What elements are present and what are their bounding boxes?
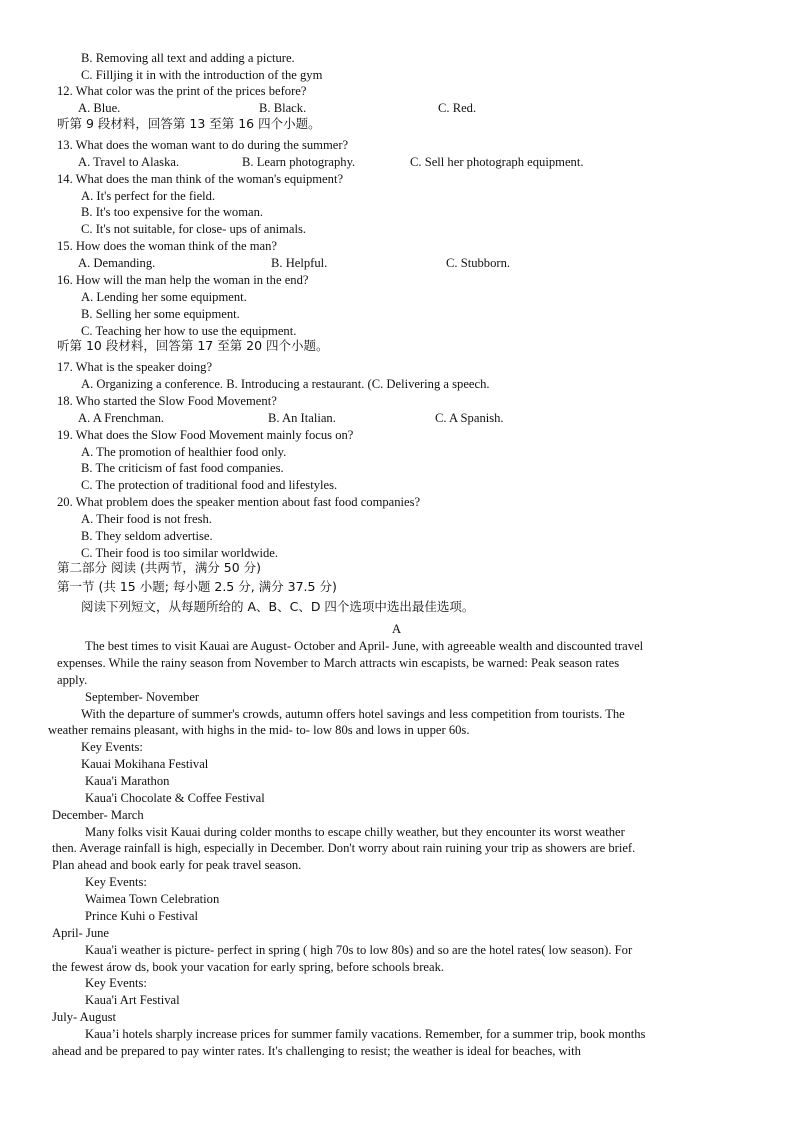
q12-option-c: C. Red. <box>438 101 477 115</box>
event-item: Prince Kuhi o Festival <box>85 909 198 923</box>
question-14: 14. What does the man think of the woman's equipment? <box>57 172 344 186</box>
section-10-instruction: 听第 10 段材料，回答第 17 至第 20 四个小题。 <box>57 338 329 353</box>
passage-line: the fewest árow ds, book your vacation for early spring, before schools break. <box>52 960 445 974</box>
q18-option-b: B. An Italian. <box>268 411 336 425</box>
reading-instruction: 阅读下列短文，从每题所给的 A、B、C、D 四个选项中选出最佳选项。 <box>81 599 475 614</box>
part-two-heading: 第二部分 阅读 (共两节，满分 50 分) <box>57 560 262 575</box>
season-heading-apr-jun: April- June <box>52 926 110 940</box>
passage-a-label: A <box>392 622 402 636</box>
q12-option-b: B. Black. <box>259 101 307 115</box>
passage-line: Kaua’i hotels sharply increase prices for summer family vacations. Remember, for a summer trip, book months <box>85 1027 646 1041</box>
q13-option-c: C. Sell her photograph equipment. <box>410 155 584 169</box>
q11-option-c: C. Filljing it in with the introduction of the gym <box>81 68 323 82</box>
q20-option-b: B. They seldom advertise. <box>81 529 213 543</box>
question-13: 13. What does the woman want to do during the summer? <box>57 138 349 152</box>
q18-option-a: A. A Frenchman. <box>78 411 165 425</box>
q19-option-c: C. The protection of traditional food and lifestyles. <box>81 478 338 492</box>
section-9-instruction: 听第 9 段材料，回答第 13 至第 16 四个小题。 <box>57 116 321 131</box>
passage-line: With the departure of summer's crowds, autumn offers hotel savings and less competition from tourists. The <box>81 707 625 721</box>
question-16: 16. How will the man help the woman in the end? <box>57 273 309 287</box>
passage-line: Many folks visit Kauai during colder months to escape chilly weather, but they encounter its worst weather <box>85 825 625 839</box>
q16-option-a: A. Lending her some equipment. <box>81 290 247 304</box>
q16-option-c: C. Teaching her how to use the equipment. <box>81 324 297 338</box>
q19-option-b: B. The criticism of fast food companies. <box>81 461 284 475</box>
q16-option-b: B. Selling her some equipment. <box>81 307 240 321</box>
q20-option-a: A. Their food is not fresh. <box>81 512 212 526</box>
question-20: 20. What problem does the speaker mention about fast food companies? <box>57 495 421 509</box>
passage-line: apply. <box>57 673 88 687</box>
passage-line: Plan ahead and book early for peak travel season. <box>52 858 302 872</box>
season-heading-dec-mar: December- March <box>52 808 144 822</box>
event-item: Kaua'i Art Festival <box>85 993 180 1007</box>
q14-option-a: A. It's perfect for the field. <box>81 189 216 203</box>
passage-line: expenses. While the rainy season from November to March attracts win escapists, be warned: Peak season rates <box>57 656 620 670</box>
key-events-label: Key Events: <box>85 976 147 990</box>
q12-option-a: A. Blue. <box>78 101 121 115</box>
q13-option-b: B. Learn photography. <box>242 155 356 169</box>
passage-line: weather remains pleasant, with highs in the mid- to- low 80s and lows in upper 60s. <box>48 723 470 737</box>
q20-option-c: C. Their food is too similar worldwide. <box>81 546 279 560</box>
q15-option-c: C. Stubborn. <box>446 256 511 270</box>
passage-line: ahead and be prepared to pay winter rates. It's challenging to resist; the weather is ideal for beaches, with <box>52 1044 581 1058</box>
q11-option-b: B. Removing all text and adding a picture. <box>81 51 295 65</box>
key-events-label: Key Events: <box>85 875 147 889</box>
question-12: 12. What color was the print of the prices before? <box>57 84 307 98</box>
q15-option-a: A. Demanding. <box>78 256 156 270</box>
event-item: Kaua'i Marathon <box>85 774 170 788</box>
question-19: 19. What does the Slow Food Movement mainly focus on? <box>57 428 354 442</box>
season-heading-sep-nov: September- November <box>85 690 200 704</box>
q14-option-b: B. It's too expensive for the woman. <box>81 205 264 219</box>
passage-line: Kaua'i weather is picture- perfect in spring ( high 70s to low 80s) and so are the hotel rates( low season). For <box>85 943 633 957</box>
q17-options: A. Organizing a conference. B. Introducing a restaurant. (C. Delivering a speech. <box>81 377 490 391</box>
q13-option-a: A. Travel to Alaska. <box>78 155 180 169</box>
passage-line: The best times to visit Kauai are August- October and April- June, with agreeable wealth and discounted travel <box>85 639 644 653</box>
question-15: 15. How does the woman think of the man? <box>57 239 277 253</box>
q18-option-c: C. A Spanish. <box>435 411 504 425</box>
event-item: Waimea Town Celebration <box>85 892 220 906</box>
key-events-label: Key Events: <box>81 740 143 754</box>
q19-option-a: A. The promotion of healthier food only. <box>81 445 287 459</box>
event-item: Kaua'i Chocolate & Coffee Festival <box>85 791 265 805</box>
section-one-heading: 第一节 (共 15 小题; 每小题 2.5 分, 满分 37.5 分) <box>57 579 337 594</box>
question-17: 17. What is the speaker doing? <box>57 360 213 374</box>
q14-option-c: C. It's not suitable, for close- ups of animals. <box>81 222 307 236</box>
question-18: 18. Who started the Slow Food Movement? <box>57 394 277 408</box>
event-item: Kauai Mokihana Festival <box>81 757 209 771</box>
q15-option-b: B. Helpful. <box>271 256 328 270</box>
passage-line: then. Average rainfall is high, especially in December. Don't worry about rain ruining your trip as showers are brief. <box>52 841 636 855</box>
season-heading-jul-aug: July- August <box>52 1010 117 1024</box>
